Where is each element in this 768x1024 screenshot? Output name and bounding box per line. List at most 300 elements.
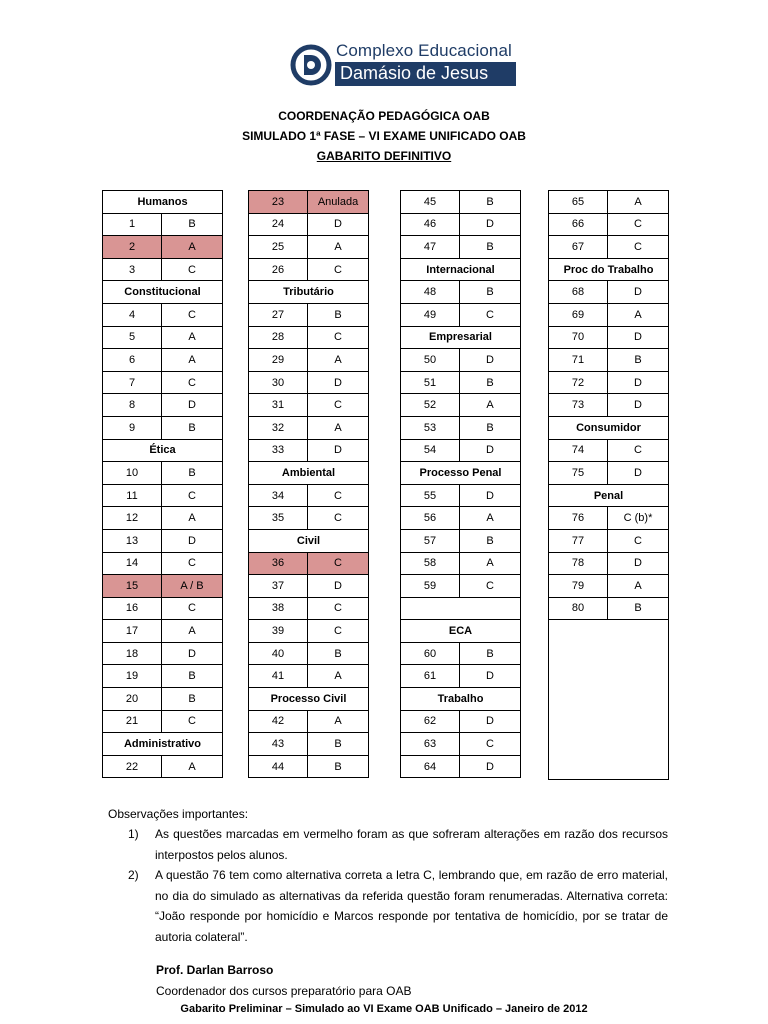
- answer-row: [103, 710, 223, 733]
- question-number: 13: [103, 529, 162, 552]
- answer-letter: B: [308, 303, 369, 326]
- answer-table: [248, 190, 369, 778]
- question-number: 21: [103, 710, 162, 733]
- answer-letter: C: [608, 236, 669, 259]
- answer-letter: B: [460, 371, 521, 394]
- observation-item: [108, 865, 668, 947]
- answer-letter: C: [308, 484, 369, 507]
- subject-row: [401, 462, 521, 485]
- answer-row: [401, 439, 521, 462]
- question-number: 40: [249, 642, 308, 665]
- answer-row: [103, 507, 223, 530]
- question-number: 42: [249, 710, 308, 733]
- answer-row: [549, 462, 669, 485]
- observation-number: 2): [128, 868, 139, 882]
- answer-row: [401, 665, 521, 688]
- question-number: 43: [249, 733, 308, 756]
- question-number: 73: [549, 394, 608, 417]
- answer-row: [249, 236, 369, 259]
- answer-row: [249, 665, 369, 688]
- question-number: 32: [249, 416, 308, 439]
- answer-letter: D: [162, 642, 223, 665]
- question-number: 22: [103, 755, 162, 778]
- answer-letter: C: [308, 394, 369, 417]
- answer-letter: D: [460, 665, 521, 688]
- answer-row: [103, 371, 223, 394]
- logo-mark-icon: [290, 44, 332, 86]
- answer-letter: C: [162, 710, 223, 733]
- heading-coordination: COORDENAÇÃO PEDAGÓGICA OAB: [278, 109, 490, 123]
- question-number: 28: [249, 326, 308, 349]
- answer-letter: A: [308, 665, 369, 688]
- answer-letter: C: [460, 575, 521, 598]
- question-number: 78: [549, 552, 608, 575]
- answer-letter: B: [162, 416, 223, 439]
- question-number: 24: [249, 213, 308, 236]
- answer-row: [249, 349, 369, 372]
- signature-role: Coordenador dos cursos preparatório para OAB: [156, 983, 412, 998]
- answer-row: [249, 620, 369, 643]
- document-headings: [0, 106, 768, 166]
- answer-row: [401, 552, 521, 575]
- answer-row: [103, 642, 223, 665]
- question-number: 65: [549, 191, 608, 214]
- answer-letter: C (b)*: [608, 507, 669, 530]
- page-footer: Gabarito Preliminar – Simulado ao VI Exame OAB Unificado – Janeiro de 2012: [180, 1003, 588, 1015]
- answer-row: [249, 575, 369, 598]
- answer-letter: A: [162, 236, 223, 259]
- subject-heading: Proc do Trabalho: [549, 258, 669, 281]
- answer-row: [401, 394, 521, 417]
- answer-letter: B: [162, 688, 223, 711]
- answer-row: [103, 620, 223, 643]
- answer-letter: D: [460, 439, 521, 462]
- answer-row: [103, 575, 223, 598]
- answer-letter: D: [608, 552, 669, 575]
- answer-letter: D: [608, 326, 669, 349]
- answer-row: [401, 349, 521, 372]
- answer-row: [249, 416, 369, 439]
- subject-row: [103, 281, 223, 304]
- answer-letter: D: [460, 213, 521, 236]
- question-number: 57: [401, 529, 460, 552]
- answer-letter: B: [460, 529, 521, 552]
- answer-row: [549, 597, 669, 620]
- question-number: 48: [401, 281, 460, 304]
- subject-heading: Processo Penal: [401, 462, 521, 485]
- question-number: 44: [249, 755, 308, 778]
- answer-letter: D: [162, 529, 223, 552]
- question-number: 74: [549, 439, 608, 462]
- question-number: 36: [249, 552, 308, 575]
- heading-exam: SIMULADO 1ª FASE – VI EXAME UNIFICADO OAB: [242, 129, 526, 143]
- answer-row: [249, 733, 369, 756]
- logo-line-2: Damásio de Jesus: [340, 63, 489, 83]
- subject-row: [401, 258, 521, 281]
- answer-letter: A: [162, 507, 223, 530]
- subject-heading: Constitucional: [103, 281, 223, 304]
- question-number: 54: [401, 439, 460, 462]
- subject-row: [549, 484, 669, 507]
- answer-row: [249, 597, 369, 620]
- answer-letter: C: [308, 258, 369, 281]
- answer-letter: B: [308, 642, 369, 665]
- subject-heading: Humanos: [103, 191, 223, 214]
- answer-letter: B: [162, 462, 223, 485]
- question-number: 66: [549, 213, 608, 236]
- answer-row: [549, 507, 669, 530]
- question-number: 18: [103, 642, 162, 665]
- answer-row: [249, 507, 369, 530]
- answer-letter: C: [608, 439, 669, 462]
- answer-row: [401, 213, 521, 236]
- answer-row: [103, 416, 223, 439]
- answer-row: [549, 439, 669, 462]
- answer-row: [401, 303, 521, 326]
- answer-letter: B: [460, 642, 521, 665]
- answer-row: [103, 755, 223, 778]
- question-number: 31: [249, 394, 308, 417]
- answer-letter: D: [460, 484, 521, 507]
- observations-title: Observações importantes:: [108, 807, 249, 821]
- answer-row: [401, 575, 521, 598]
- question-number: 38: [249, 597, 308, 620]
- answer-letter: C: [460, 733, 521, 756]
- answer-row: [103, 326, 223, 349]
- question-number: 77: [549, 529, 608, 552]
- answer-letter: A: [162, 755, 223, 778]
- question-number: 4: [103, 303, 162, 326]
- subject-heading: Penal: [549, 484, 669, 507]
- question-number: 46: [401, 213, 460, 236]
- question-number: 49: [401, 303, 460, 326]
- answer-row: [549, 326, 669, 349]
- question-number: 55: [401, 484, 460, 507]
- answer-row: [401, 529, 521, 552]
- question-number: 79: [549, 575, 608, 598]
- heading-answer-key: GABARITO DEFINITIVO: [316, 149, 452, 163]
- question-number: 34: [249, 484, 308, 507]
- question-number: 8: [103, 394, 162, 417]
- answer-letter: C: [608, 529, 669, 552]
- answer-row: [249, 191, 369, 214]
- answer-letter: B: [608, 349, 669, 372]
- question-number: 67: [549, 236, 608, 259]
- answer-letter: D: [308, 213, 369, 236]
- answer-row: [249, 394, 369, 417]
- answer-row: [103, 665, 223, 688]
- answer-row: [401, 281, 521, 304]
- answer-row: [549, 394, 669, 417]
- answer-letter: D: [460, 755, 521, 778]
- answer-row: [401, 710, 521, 733]
- question-number: 23: [249, 191, 308, 214]
- question-number: 11: [103, 484, 162, 507]
- answer-row: [401, 484, 521, 507]
- question-number: 59: [401, 575, 460, 598]
- answer-letter: A: [608, 303, 669, 326]
- question-number: 30: [249, 371, 308, 394]
- question-number: 17: [103, 620, 162, 643]
- question-number: 20: [103, 688, 162, 711]
- blank-cell: [401, 597, 521, 620]
- answer-row: [249, 642, 369, 665]
- question-number: 29: [249, 349, 308, 372]
- answer-letter: D: [460, 349, 521, 372]
- question-number: 33: [249, 439, 308, 462]
- question-number: 15: [103, 575, 162, 598]
- question-number: 35: [249, 507, 308, 530]
- answer-letter: C: [308, 620, 369, 643]
- answer-row: [401, 371, 521, 394]
- question-number: 10: [103, 462, 162, 485]
- answer-letter: A: [162, 620, 223, 643]
- answer-letter: B: [162, 665, 223, 688]
- answer-row: [549, 529, 669, 552]
- answer-letter: A / B: [162, 575, 223, 598]
- answer-letter: C: [162, 303, 223, 326]
- answer-row: [103, 213, 223, 236]
- subject-row: [549, 416, 669, 439]
- answer-letter: C: [608, 213, 669, 236]
- answer-row: [249, 303, 369, 326]
- subject-heading: Trabalho: [401, 688, 521, 711]
- answer-letter: A: [460, 507, 521, 530]
- answer-row: [103, 484, 223, 507]
- logo-line-1: Complexo Educacional: [336, 41, 512, 60]
- subject-heading: Civil: [249, 529, 369, 552]
- observation-item: [108, 824, 668, 865]
- answer-letter: D: [608, 394, 669, 417]
- blank-row: [401, 597, 521, 620]
- question-number: 64: [401, 755, 460, 778]
- observations: [108, 804, 668, 947]
- answer-row: [401, 236, 521, 259]
- question-number: 1: [103, 213, 162, 236]
- answer-letter: A: [162, 326, 223, 349]
- subject-row: [103, 733, 223, 756]
- answer-row: [249, 258, 369, 281]
- answer-letter: D: [308, 371, 369, 394]
- answer-row: [103, 349, 223, 372]
- question-number: 68: [549, 281, 608, 304]
- answer-letter: D: [460, 710, 521, 733]
- answer-row: [549, 213, 669, 236]
- question-number: 7: [103, 371, 162, 394]
- answer-row: [103, 552, 223, 575]
- answer-letter: Anulada: [308, 191, 369, 214]
- subject-row: [249, 529, 369, 552]
- answer-letter: A: [460, 394, 521, 417]
- answer-row: [103, 462, 223, 485]
- question-number: 26: [249, 258, 308, 281]
- subject-heading: Tributário: [249, 281, 369, 304]
- answer-row: [549, 349, 669, 372]
- answer-letter: B: [162, 213, 223, 236]
- answer-letter: B: [308, 755, 369, 778]
- answer-letter: D: [608, 462, 669, 485]
- answer-row: [103, 529, 223, 552]
- answer-row: [401, 507, 521, 530]
- answer-grid: [102, 190, 668, 780]
- answer-letter: C: [162, 258, 223, 281]
- subject-row: [249, 281, 369, 304]
- answer-letter: A: [308, 349, 369, 372]
- subject-row: [249, 688, 369, 711]
- question-number: 71: [549, 349, 608, 372]
- answer-letter: D: [308, 575, 369, 598]
- subject-row: [401, 620, 521, 643]
- answer-letter: C: [162, 484, 223, 507]
- answer-row: [249, 371, 369, 394]
- empty-area-row: [549, 620, 669, 780]
- question-number: 27: [249, 303, 308, 326]
- question-number: 61: [401, 665, 460, 688]
- answer-row: [401, 191, 521, 214]
- answer-letter: B: [308, 733, 369, 756]
- question-number: 80: [549, 597, 608, 620]
- question-number: 76: [549, 507, 608, 530]
- question-number: 72: [549, 371, 608, 394]
- answer-letter: C: [162, 597, 223, 620]
- answer-letter: A: [308, 710, 369, 733]
- answer-row: [401, 733, 521, 756]
- answer-letter: A: [460, 552, 521, 575]
- question-number: 69: [549, 303, 608, 326]
- question-number: 5: [103, 326, 162, 349]
- question-number: 16: [103, 597, 162, 620]
- question-number: 50: [401, 349, 460, 372]
- question-number: 47: [401, 236, 460, 259]
- question-number: 37: [249, 575, 308, 598]
- question-number: 56: [401, 507, 460, 530]
- subject-heading: ECA: [401, 620, 521, 643]
- answer-row: [249, 326, 369, 349]
- question-number: 3: [103, 258, 162, 281]
- question-number: 53: [401, 416, 460, 439]
- question-number: 58: [401, 552, 460, 575]
- question-number: 75: [549, 462, 608, 485]
- question-number: 70: [549, 326, 608, 349]
- signature: [156, 960, 411, 1001]
- observation-text: A questão 76 tem como alternativa correta a letra C, lembrando que, em razão de erro material, no dia do simulado as alternativas da referida questão foram renumeradas. Alternativa correta: “João responde por homicídio e Marcos responde por tentativa de homicídio, por se tratar de autoria colateral”.: [155, 868, 668, 944]
- answer-row: [103, 303, 223, 326]
- question-number: 25: [249, 236, 308, 259]
- answer-letter: A: [162, 349, 223, 372]
- subject-heading: Internacional: [401, 258, 521, 281]
- answer-row: [249, 439, 369, 462]
- answer-letter: B: [460, 281, 521, 304]
- answer-row: [549, 191, 669, 214]
- subject-heading: Empresarial: [401, 326, 521, 349]
- answer-row: [103, 688, 223, 711]
- answer-letter: B: [460, 191, 521, 214]
- answer-row: [549, 303, 669, 326]
- answer-letter: B: [460, 416, 521, 439]
- answer-letter: C: [308, 507, 369, 530]
- answer-letter: C: [162, 371, 223, 394]
- subject-heading: Ambiental: [249, 462, 369, 485]
- question-number: 14: [103, 552, 162, 575]
- answer-row: [103, 236, 223, 259]
- answer-letter: D: [308, 439, 369, 462]
- subject-row: [103, 439, 223, 462]
- subject-row: [249, 462, 369, 485]
- subject-heading: Administrativo: [103, 733, 223, 756]
- empty-area: [549, 620, 669, 780]
- subject-heading: Ética: [103, 439, 223, 462]
- answer-row: [103, 597, 223, 620]
- subject-row: [401, 688, 521, 711]
- answer-letter: D: [608, 371, 669, 394]
- question-number: 19: [103, 665, 162, 688]
- question-number: 60: [401, 642, 460, 665]
- answer-letter: C: [308, 326, 369, 349]
- answer-row: [401, 642, 521, 665]
- observation-number: 1): [128, 827, 139, 841]
- question-number: 52: [401, 394, 460, 417]
- observation-text: As questões marcadas em vermelho foram as que sofreram alterações em razão dos recursos interpostos pelos alunos.: [155, 827, 668, 862]
- subject-heading: Consumidor: [549, 416, 669, 439]
- answer-row: [249, 755, 369, 778]
- answer-letter: A: [308, 236, 369, 259]
- answer-table: [400, 190, 521, 778]
- answer-row: [249, 552, 369, 575]
- answer-letter: B: [608, 597, 669, 620]
- question-number: 41: [249, 665, 308, 688]
- answer-row: [549, 575, 669, 598]
- question-number: 45: [401, 191, 460, 214]
- answer-letter: A: [308, 416, 369, 439]
- answer-row: [103, 258, 223, 281]
- question-number: 12: [103, 507, 162, 530]
- question-number: 6: [103, 349, 162, 372]
- answer-row: [249, 710, 369, 733]
- question-number: 39: [249, 620, 308, 643]
- answer-row: [249, 213, 369, 236]
- answer-letter: C: [308, 552, 369, 575]
- subject-heading: Processo Civil: [249, 688, 369, 711]
- answer-row: [549, 371, 669, 394]
- answer-row: [103, 394, 223, 417]
- question-number: 62: [401, 710, 460, 733]
- answer-letter: C: [162, 552, 223, 575]
- subject-row: [549, 258, 669, 281]
- subject-row: [103, 191, 223, 214]
- answer-letter: B: [460, 236, 521, 259]
- question-number: 63: [401, 733, 460, 756]
- answer-row: [549, 236, 669, 259]
- answer-letter: D: [162, 394, 223, 417]
- question-number: 51: [401, 371, 460, 394]
- question-number: 9: [103, 416, 162, 439]
- answer-letter: C: [308, 597, 369, 620]
- answer-row: [549, 281, 669, 304]
- signature-name: Prof. Darlan Barroso: [156, 963, 274, 977]
- answer-row: [401, 755, 521, 778]
- institution-logo: [290, 40, 530, 90]
- answer-letter: A: [608, 191, 669, 214]
- answer-row: [401, 416, 521, 439]
- question-number: 2: [103, 236, 162, 259]
- answer-letter: D: [608, 281, 669, 304]
- answer-letter: C: [460, 303, 521, 326]
- subject-row: [401, 326, 521, 349]
- answer-table: [548, 190, 669, 780]
- answer-row: [549, 552, 669, 575]
- answer-letter: A: [608, 575, 669, 598]
- answer-row: [249, 484, 369, 507]
